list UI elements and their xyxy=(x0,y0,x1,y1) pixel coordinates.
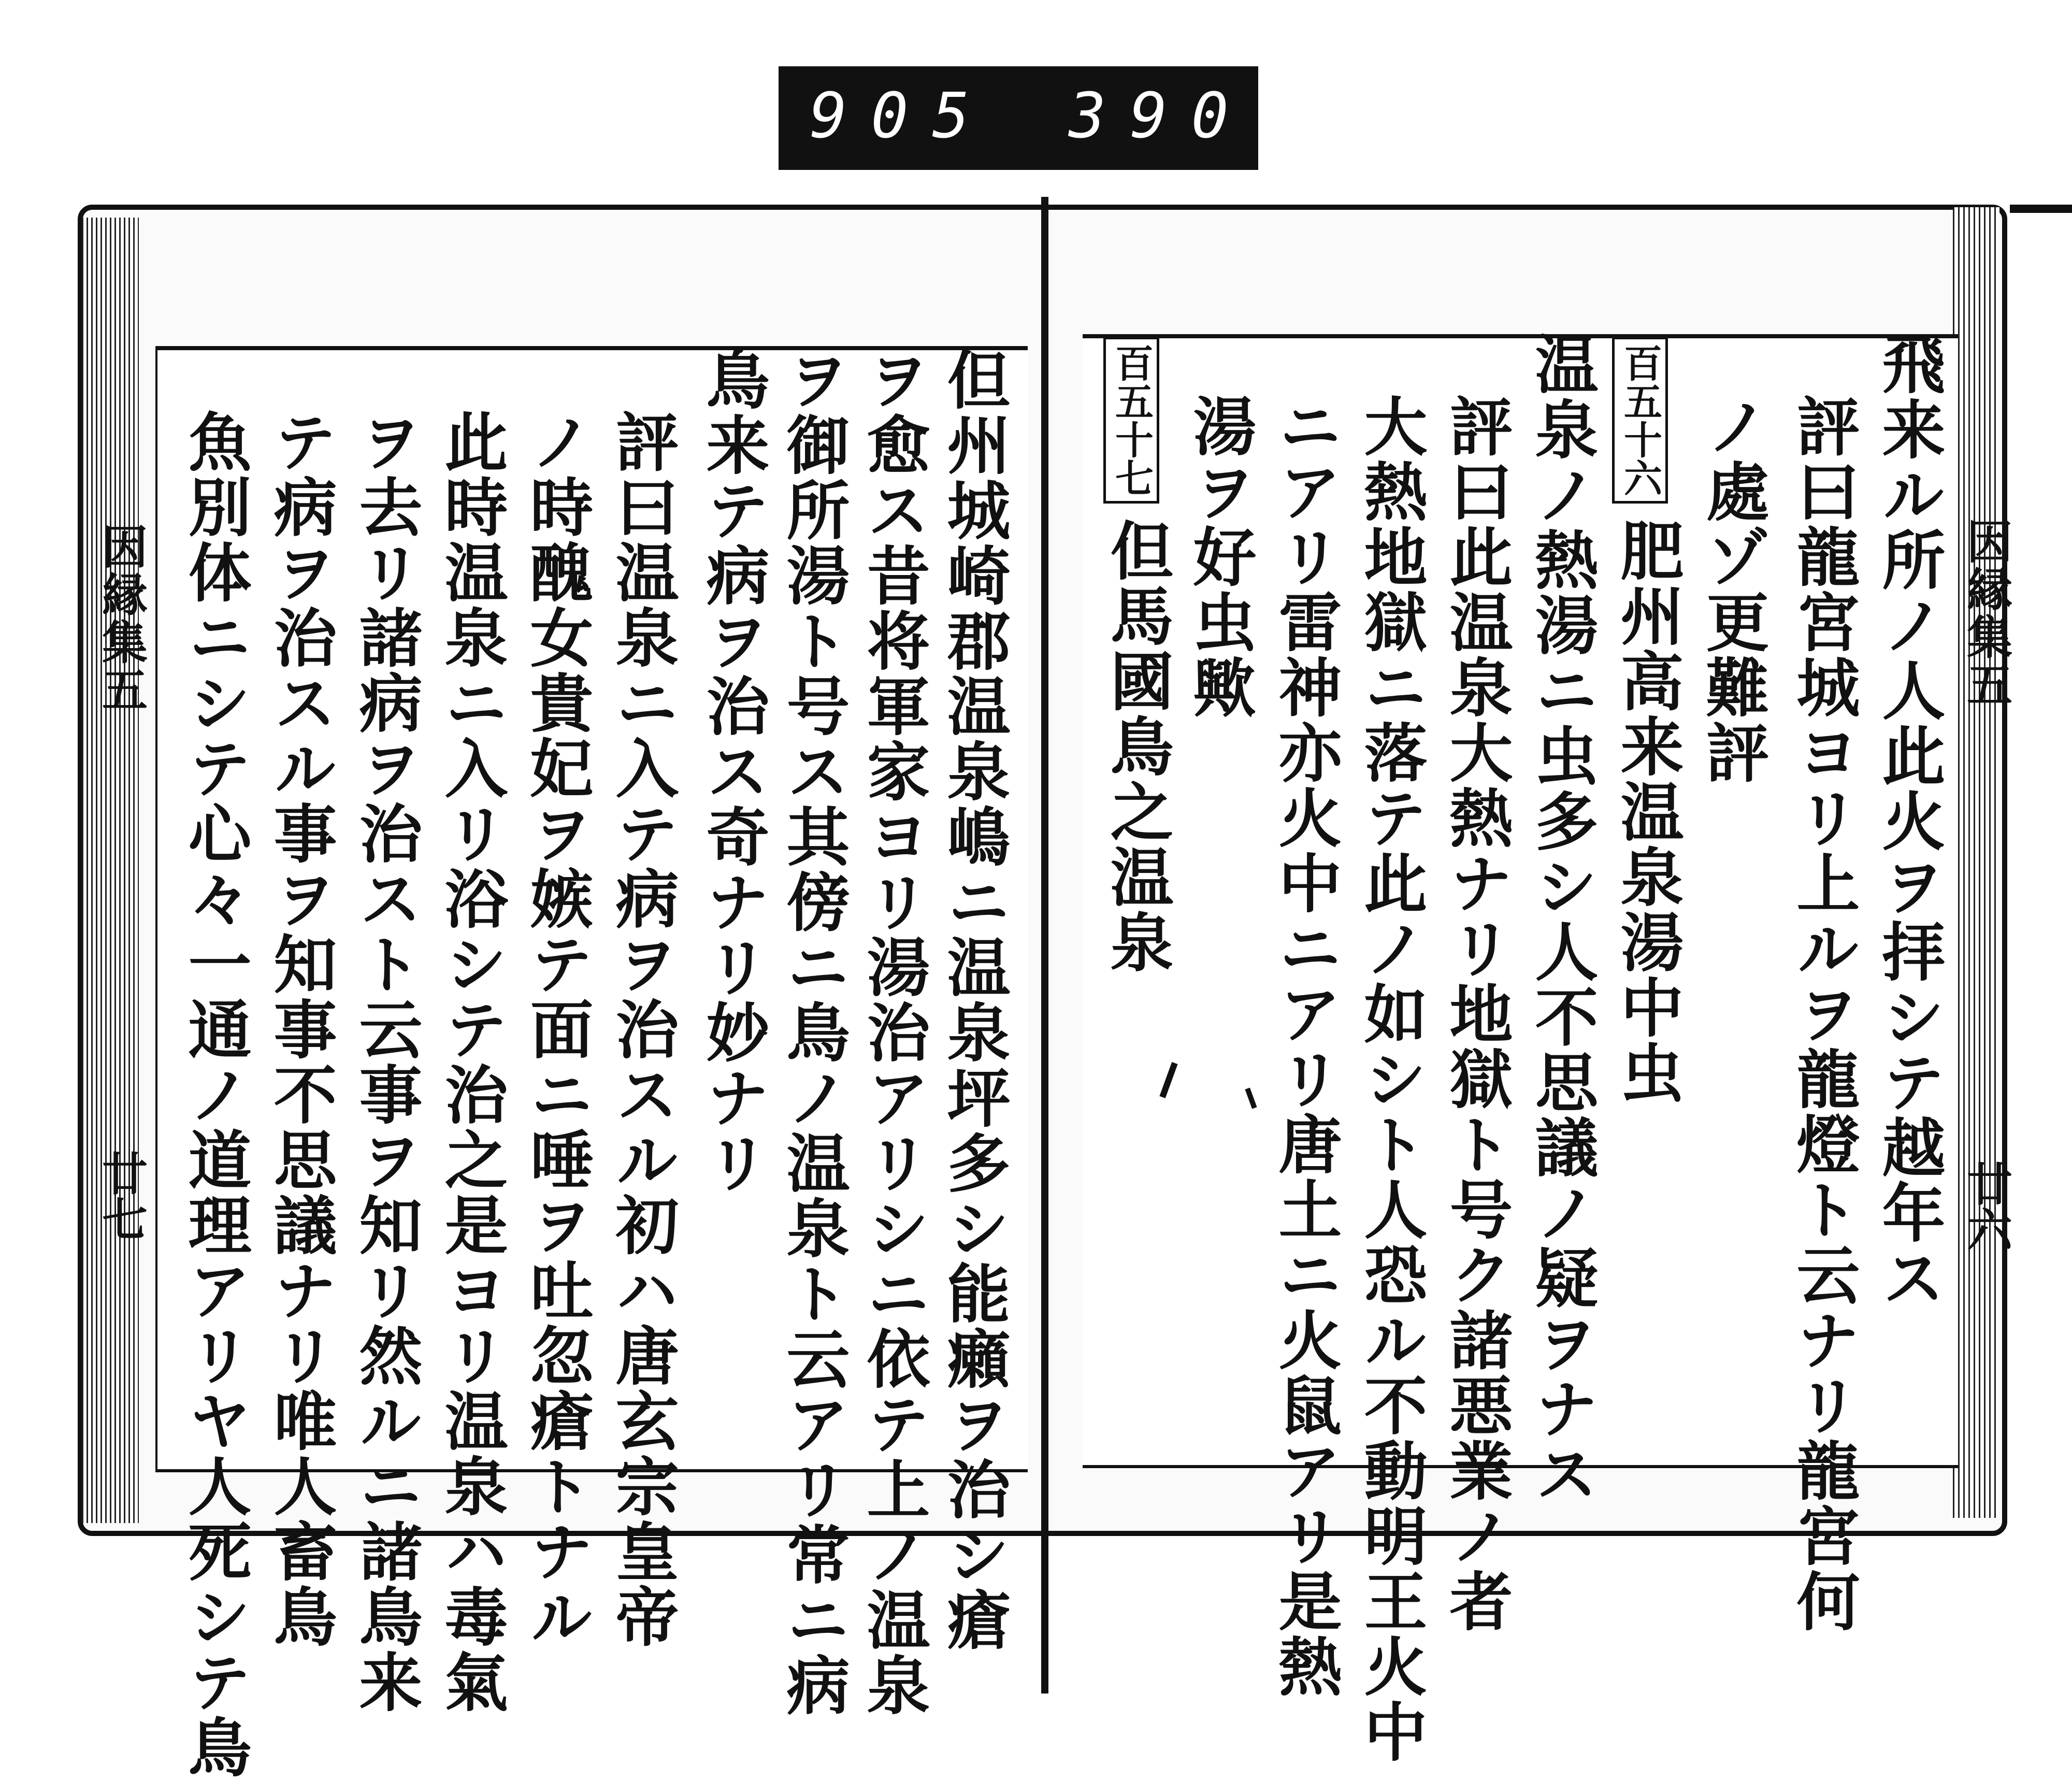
right-col-5: 温泉ノ熱湯ニ虫多シ人不思議ノ疑ヲナス xyxy=(1524,332,1599,1506)
right-col-3: ノ處ゾ更難評 xyxy=(1695,394,1770,785)
left-col-6: ノ時醜女貴妃ヲ嫉テ面ニ唾ヲ吐忽瘡トナル xyxy=(520,409,594,1649)
right-margin-title: 因縁集五 xyxy=(1960,518,2013,709)
left-col-3: ヲ御所湯ト号ス其傍ニ鳥ノ温泉ト云アリ常ニ病 xyxy=(776,347,851,1718)
left-col-9: テ病ヲ治スル事ヲ知事不思議ナリ唯人畜鳥 xyxy=(263,409,338,1649)
right-page-number: 廿六 xyxy=(1960,1160,2013,1252)
left-col-5: 評曰温泉ニ入テ病ヲ治スル初ハ唐玄宗皇帝 xyxy=(605,409,680,1649)
right-page-edges xyxy=(1953,207,1999,1518)
archive-item-number: 390. xyxy=(1069,80,1314,152)
right-col-10: 但馬國鳥之温泉 xyxy=(1100,518,1174,975)
book-spine xyxy=(1041,197,1048,1693)
left-margin-title: 因縁集五 xyxy=(95,523,149,714)
right-col-4: 肥州高来温泉湯中虫 xyxy=(1610,518,1685,1106)
left-col-7: 此時温泉ニ入リ浴シテ治之是ヨリ温泉ハ毒氣 xyxy=(434,409,509,1715)
left-col-2: ヲ愈ス昔将軍家ヨリ湯治アリシニ依テ上ノ温泉 xyxy=(856,347,931,1718)
left-col-1: 但州城崎郡温泉嶋ニ温泉坪多シ能癩ヲ治シ瘡 xyxy=(937,347,1011,1653)
archive-label xyxy=(779,66,1314,170)
right-col-9: 湯ヲ好虫歟 xyxy=(1183,394,1257,720)
right-col-6: 評曰此温泉大熱ナリ地獄ト号ク諸悪業ノ者 xyxy=(1439,394,1514,1634)
left-col-4: 鳥来テ病ヲ治ス奇ナリ妙ナリ xyxy=(696,347,770,1196)
heading-number-156: 百五十六 xyxy=(1612,337,1668,504)
left-page-edges xyxy=(82,218,139,1523)
archive-volume-number: 905 xyxy=(810,80,994,152)
left-col-10: 魚別体ニシテ心々一通ノ道理アリヤ人死シテ鳥 xyxy=(178,409,252,1780)
left-page-number: 廿七 xyxy=(95,1150,149,1241)
left-col-8: ヲ去リ諸病ヲ治スト云事ヲ知リ然ルニ諸鳥来 xyxy=(349,409,423,1715)
top-edge-bar xyxy=(2010,205,2072,213)
right-col-1: 飛来ル所ノ人此火ヲ拝シテ越年ス xyxy=(1872,332,1946,1311)
heading-number-157: 百五十七 xyxy=(1103,337,1159,504)
right-col-2: 評曰龍宮城ヨリ上ルヲ龍燈ト云ナリ龍宮何 xyxy=(1786,394,1861,1634)
right-col-8: ニアリ雷神亦火中ニアリ唐土ニ火鼠アリ是熱 xyxy=(1268,394,1343,1699)
right-col-7: 大熱地獄ニ落テ此ノ如シト人恐ル不動明王火中 xyxy=(1354,394,1428,1764)
